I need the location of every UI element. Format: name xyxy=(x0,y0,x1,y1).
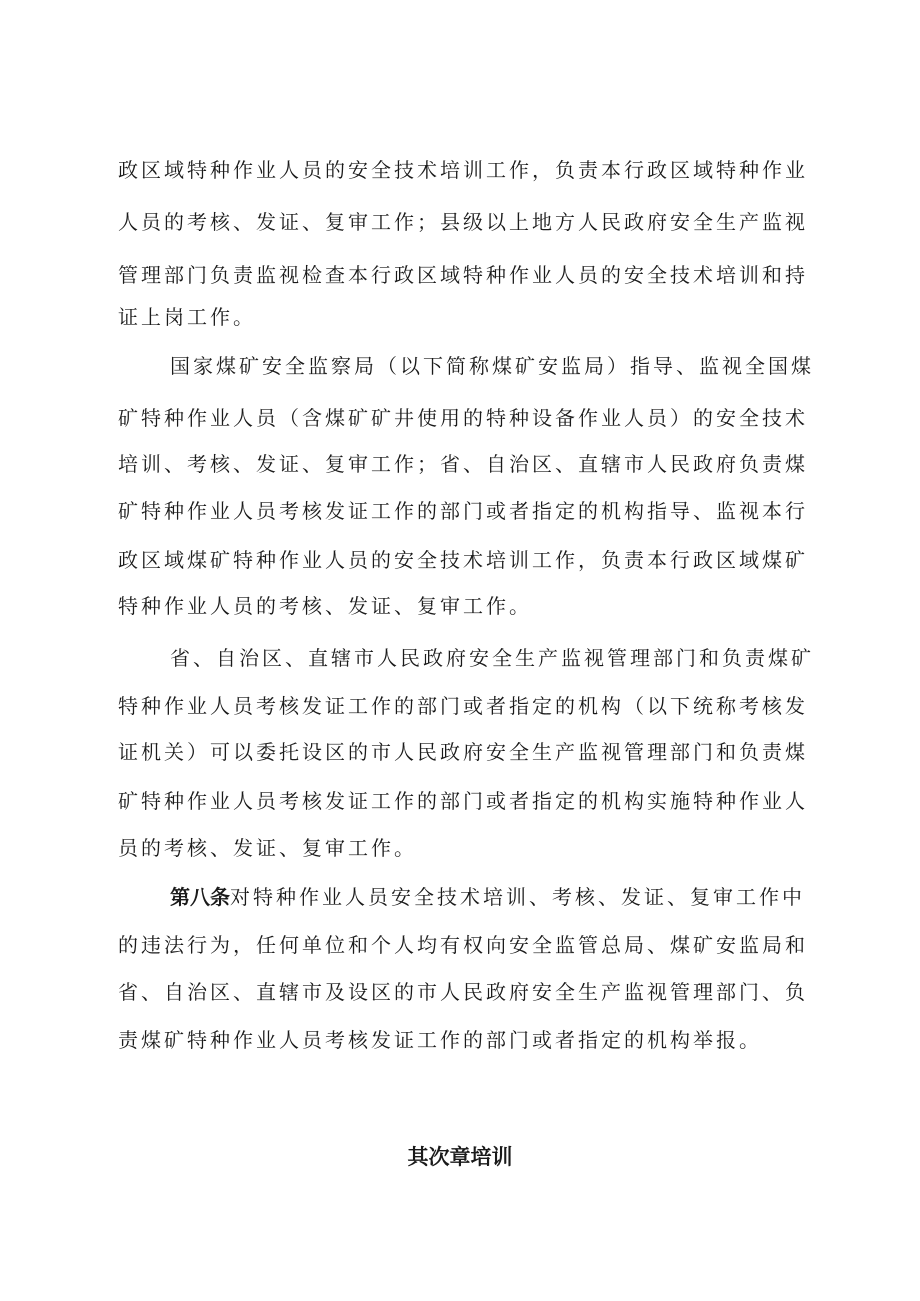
article-text: 对特种作业人员安全技术培训、考核、发证、复审工作中 xyxy=(230,885,805,909)
paragraph-2-line-6: 特种作业人员的考核、发证、复审工作。 xyxy=(118,594,532,618)
paragraph-4-line-4: 责煤矿特种作业人员考核发证工作的部门或者指定的机构举报。 xyxy=(118,1028,762,1052)
paragraph-1-line-4: 证上岗工作。 xyxy=(118,305,256,329)
chapter-heading: 其次章培训 xyxy=(407,1145,513,1169)
paragraph-3-line-5: 员的考核、发证、复审工作。 xyxy=(118,836,417,860)
paragraph-3-line-4: 矿特种作业人员考核发证工作的部门或者指定的机构实施特种作业人 xyxy=(118,789,808,813)
paragraph-1-line-3: 管理部门负责监视检查本行政区域特种作业人员的安全技术培训和持 xyxy=(118,263,808,287)
paragraph-3-line-3: 证机关）可以委托设区的市人民政府安全生产监视管理部门和负责煤 xyxy=(118,740,808,764)
paragraph-2-line-3: 培训、考核、发证、复审工作；省、自治区、直辖市人民政府负责煤 xyxy=(118,452,808,476)
paragraph-3-line-2: 特种作业人员考核发证工作的部门或者指定的机构（以下统称考核发 xyxy=(118,694,808,718)
paragraph-3-line-1: 省、自治区、直辖市人民政府安全生产监视管理部门和负责煤矿 xyxy=(170,646,814,670)
paragraph-2-line-1: 国家煤矿安全监察局（以下简称煤矿安监局）指导、监视全国煤 xyxy=(170,354,814,378)
paragraph-1-line-1: 政区域特种作业人员的安全技术培训工作，负责本行政区域特种作业 xyxy=(118,158,808,182)
paragraph-4-line-3: 省、自治区、直辖市及设区的市人民政府安全生产监视管理部门、负 xyxy=(118,980,808,1004)
paragraph-2-line-4: 矿特种作业人员考核发证工作的部门或者指定的机构指导、监视本行 xyxy=(118,499,808,523)
paragraph-2-line-2: 矿特种作业人员（含煤矿矿井使用的特种设备作业人员）的安全技术 xyxy=(118,406,808,430)
paragraph-1-line-2: 人员的考核、发证、复审工作；县级以上地方人民政府安全生产监视 xyxy=(118,210,808,234)
article-label: 第八条 xyxy=(170,885,230,909)
paragraph-4-line-1 xyxy=(170,877,805,917)
paragraph-2-line-5: 政区域煤矿特种作业人员的安全技术培训工作，负责本行政区域煤矿 xyxy=(118,548,808,572)
paragraph-4-line-2: 的违法行为，任何单位和个人均有权向安全监管总局、煤矿安监局和 xyxy=(118,933,808,957)
